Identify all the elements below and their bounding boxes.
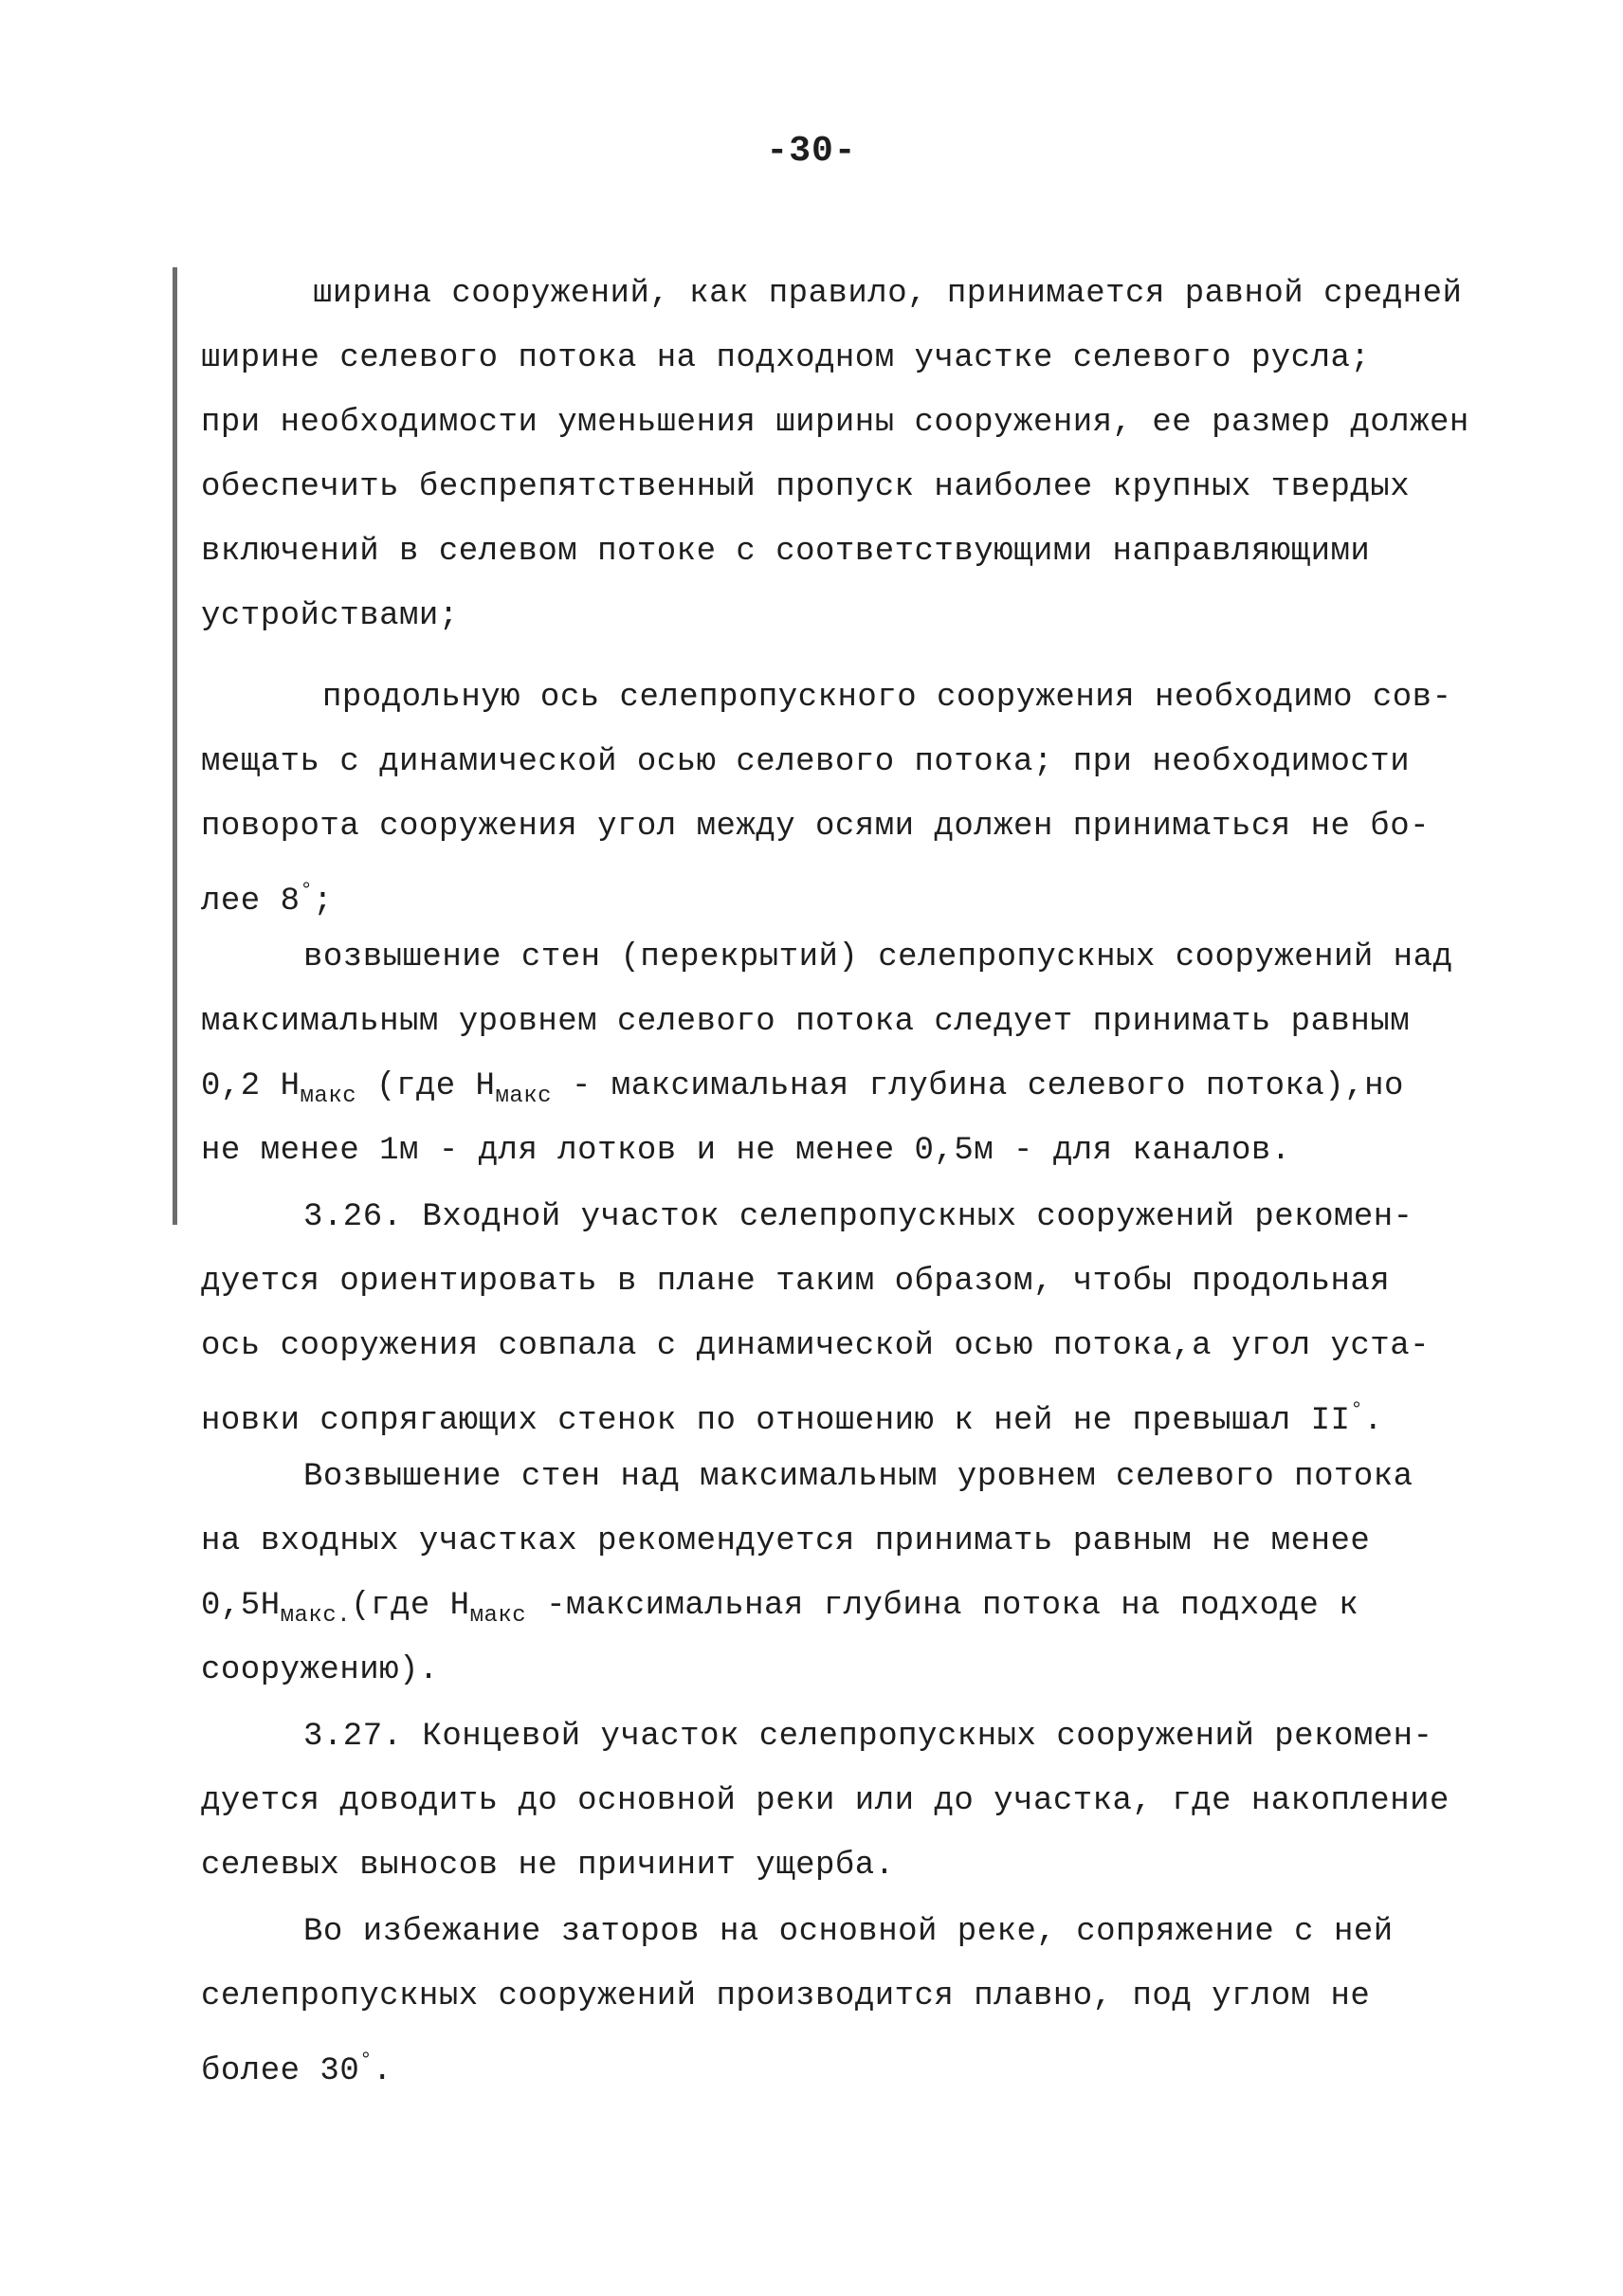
text-line: мещать с динамической осью селевого потока; при необходимости <box>201 744 1411 780</box>
text-line: дуется доводить до основной реки или до участка, где накопление <box>201 1783 1450 1819</box>
text-run: 0,5H <box>201 1588 281 1624</box>
text-line: ось сооружения совпала с динамической осью потока,а угол уста- <box>201 1328 1431 1364</box>
text-run: - максимальная глубина селевого потока),но <box>552 1068 1404 1104</box>
text-line: устройствами; <box>201 598 459 634</box>
text-line: максимальным уровнем селевого потока следует принимать равным <box>201 1004 1411 1040</box>
text-line: дуется ориентировать в плане таким образом, чтобы продольная <box>201 1264 1391 1300</box>
text-line: ширина сооружений, как правило, принимается равной средней <box>313 276 1463 312</box>
text-line: Возвышение стен над максимальным уровнем селевого потока <box>303 1459 1413 1495</box>
text-line: на входных участках рекомендуется принимать равным не менее <box>201 1523 1371 1559</box>
text-run: новки сопрягающих стенок по отношению к ней не превышал II <box>201 1403 1351 1439</box>
text-line <box>201 1067 1404 1116</box>
subscript: макс. <box>280 1603 352 1629</box>
margin-revision-bar <box>173 267 177 1225</box>
text-run: (где H <box>351 1588 470 1624</box>
text-line <box>201 1587 1359 1635</box>
text-line: селепропускных сооружений производится плавно, под углом не <box>201 1978 1371 2014</box>
text-run: ; <box>313 884 334 920</box>
text-line: поворота сооружения угол между осями должен приниматься не бо- <box>201 809 1431 845</box>
page-number: -30- <box>766 131 857 172</box>
text-line: селевых выносов не причинит ущерба. <box>201 1848 895 1884</box>
text-line: продольную ось селепропускного сооружения необходимо сов- <box>322 680 1452 716</box>
subscript: макс <box>469 1603 527 1629</box>
degree-superscript: ° <box>359 2049 373 2072</box>
text-run: . <box>1363 1403 1384 1439</box>
text-line: 3.27. Концевой участок селепропускных сооружений рекомен- <box>303 1719 1433 1755</box>
text-run: (где H <box>356 1068 496 1104</box>
text-run: более 30 <box>201 2053 360 2089</box>
text-line: 3.26. Входной участок селепропускных сооружений рекомен- <box>303 1199 1413 1235</box>
text-run: 0,2 H <box>201 1068 301 1104</box>
text-line <box>201 872 333 920</box>
text-run: лее 8 <box>201 884 301 920</box>
text-line <box>201 2042 392 2090</box>
text-line: Во избежание заторов на основной реке, сопряжение с ней <box>303 1914 1394 1950</box>
text-run: . <box>372 2053 392 2089</box>
subscript: макс <box>300 1084 357 1109</box>
text-line: включений в селевом потоке с соответствующими направляющими <box>201 534 1371 570</box>
text-line <box>201 1392 1383 1440</box>
subscript: макс <box>495 1084 553 1109</box>
text-line: сооружению). <box>201 1652 439 1688</box>
degree-superscript: ° <box>1350 1398 1364 1422</box>
text-line: при необходимости уменьшения ширины сооружения, ее размер должен <box>201 405 1469 441</box>
text-line: не менее 1м - для лотков и не менее 0,5м - для каналов. <box>201 1133 1291 1169</box>
text-run: -максимальная глубина потока на подходе к <box>526 1588 1359 1624</box>
degree-superscript: ° <box>300 879 314 902</box>
text-line: обеспечить беспрепятственный пропуск наиболее крупных твердых <box>201 469 1411 505</box>
text-line: возвышение стен (перекрытий) селепропускных сооружений над <box>303 939 1453 975</box>
text-line: ширине селевого потока на подходном участке селевого русла; <box>201 340 1371 376</box>
